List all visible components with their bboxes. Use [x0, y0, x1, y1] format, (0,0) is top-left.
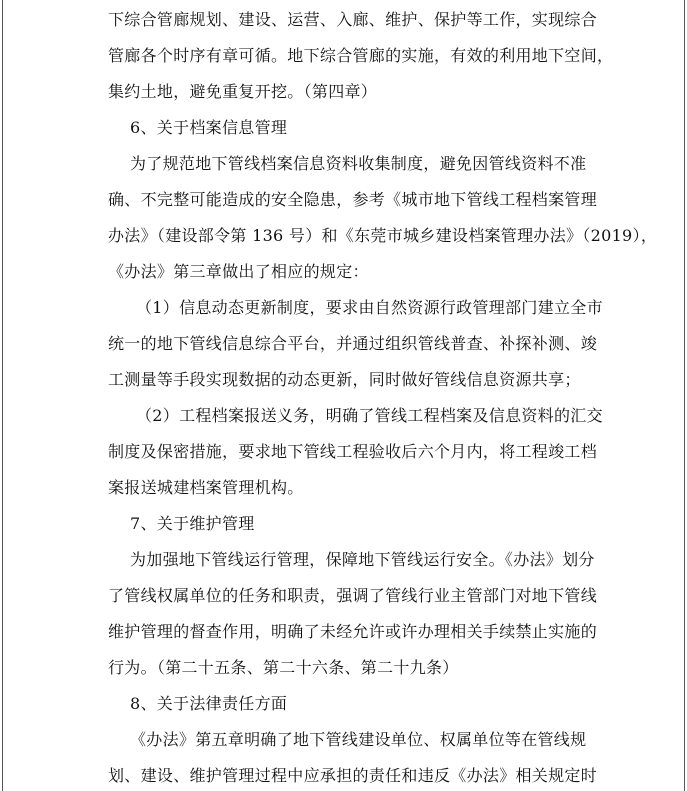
page-right-border — [684, 0, 685, 791]
text-line: 为了规范地下管线档案信息资料收集制度，避免因管线资料不准 — [130, 154, 587, 173]
section-heading-liability: 8、关于法律责任方面 — [130, 694, 288, 713]
list-item: （1）信息动态更新制度，要求由自然资源行政管理部门建立全市 — [136, 298, 603, 317]
text-line: 管廊各个时序有章可循。地下综合管廊的实施，有效的利用地下空间， — [108, 46, 614, 65]
text-line: 划、建设、维护管理过程中应承担的责任和违反《办法》相关规定时 — [108, 766, 598, 785]
list-item: （2）工程档案报送义务，明确了管线工程档案及信息资料的汇交 — [136, 406, 603, 425]
text-line: 集约土地，避免重复开挖。（第四章） — [108, 82, 378, 101]
text-line: 了管线权属单位的任务和职责，强调了管线行业主管部门对地下管线 — [108, 586, 598, 605]
text-line: 确、不完整可能造成的安全隐患，参考《城市地下管线工程档案管理 — [108, 190, 598, 209]
section-heading-maintenance: 7、关于维护管理 — [130, 514, 255, 533]
text-line: 案报送城建档案管理机构。 — [108, 478, 304, 497]
text-line: 办法》（建设部令第 136 号）和《东莞市城乡建设档案管理办法》（2019）， — [108, 226, 658, 245]
text-line: 《办法》第五章明确了地下管线建设单位、权属单位等在管线规 — [130, 730, 587, 749]
text-line: 工测量等手段实现数据的动态更新，同时做好管线信息资源共享； — [108, 370, 581, 389]
text-line: 《办法》第三章做出了相应的规定： — [108, 262, 369, 281]
text-line: 行为。（第二十五条、第二十六条、第二十九条） — [108, 658, 459, 677]
text-line: 为加强地下管线运行管理，保障地下管线运行安全。《办法》划分 — [130, 550, 595, 569]
text-line: 统一的地下管线信息综合平台，并通过组织管线普查、补探补测、竣 — [108, 334, 598, 353]
section-heading-archive: 6、关于档案信息管理 — [130, 118, 288, 137]
text-line: 下综合管廊规划、建设、运营、入廊、维护、保护等工作，实现综合 — [108, 10, 598, 29]
text-line: 维护管理的督查作用，明确了未经允许或许办理相关手续禁止实施的 — [108, 622, 598, 641]
text-line: 制度及保密措施，要求地下管线工程验收后六个月内，将工程竣工档 — [108, 442, 598, 461]
page-left-border — [2, 0, 3, 791]
